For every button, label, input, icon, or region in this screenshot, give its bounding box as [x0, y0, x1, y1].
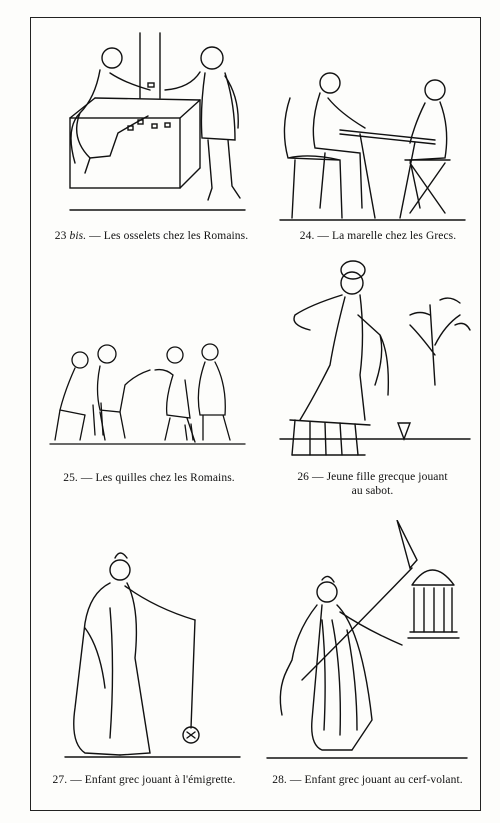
caption-25: [44, 471, 254, 485]
caption-number: 24.: [299, 230, 315, 242]
caption-bis: bis.: [69, 230, 87, 242]
illustration-osselets: [40, 28, 255, 218]
caption-text-line2: au sabot.: [351, 485, 394, 497]
caption-text: — Enfant grec jouant au cerf-volant.: [289, 774, 463, 786]
caption-number: 28.: [272, 774, 287, 786]
caption-text: — Les quilles chez les Romains.: [80, 472, 235, 484]
caption-text: — Jeune fille grecque jouant: [312, 471, 448, 483]
illustration-quilles: [45, 340, 255, 455]
illustration-marelle: [270, 68, 470, 223]
caption-24: [278, 229, 478, 243]
caption-number: 23: [54, 230, 67, 242]
caption-text: — Les osselets chez les Romains.: [89, 230, 249, 242]
caption-27: [32, 773, 256, 787]
illustration-sabot: [270, 255, 475, 470]
illustration-cerf-volant: [262, 520, 472, 765]
caption-text: — La marelle chez les Grecs.: [317, 230, 457, 242]
caption-23: [44, 229, 259, 243]
caption-26: [270, 470, 475, 498]
caption-number: 27.: [52, 774, 68, 786]
caption-28: [255, 773, 480, 787]
illustration-emigrette: [55, 548, 250, 763]
caption-text: — Enfant grec jouant à l'émigrette.: [70, 774, 236, 786]
caption-number: 25.: [63, 472, 78, 484]
caption-number: 26: [297, 471, 310, 483]
